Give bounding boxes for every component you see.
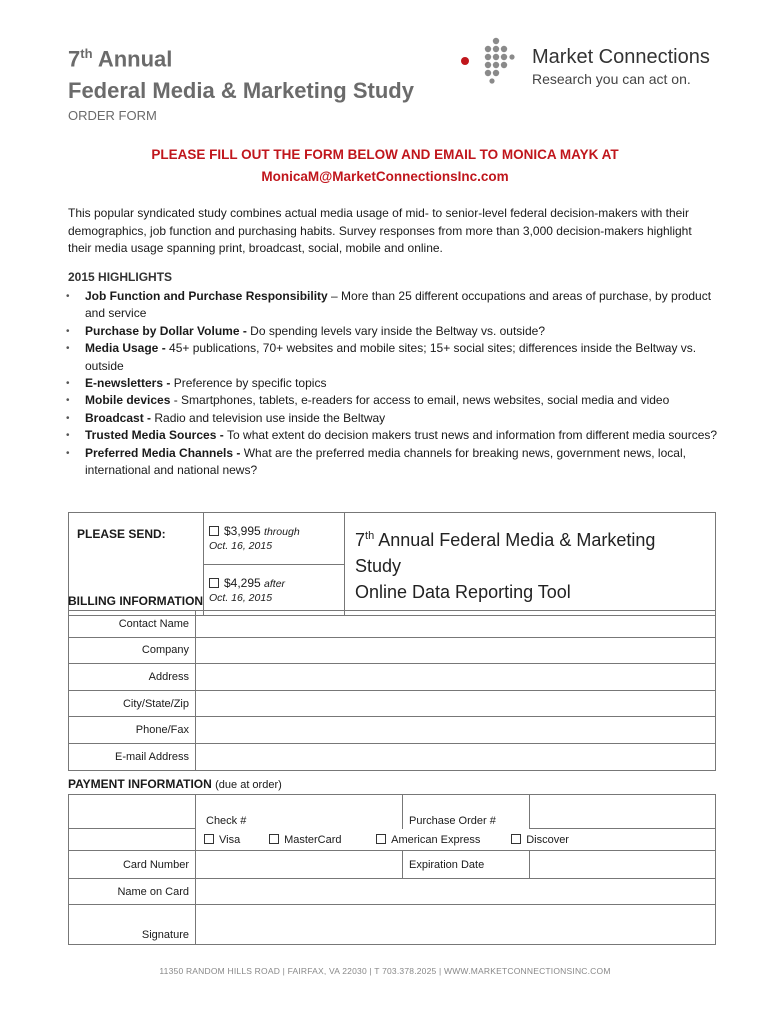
- billing-heading: BILLING INFORMATION: [68, 594, 204, 608]
- phone-fax-field[interactable]: [196, 717, 716, 744]
- american-express-option[interactable]: American Express: [376, 834, 508, 846]
- contact-name-label: Contact Name: [69, 611, 196, 638]
- address-label: Address: [69, 664, 196, 691]
- please-send-label: PLEASE SEND:: [69, 513, 204, 616]
- purchase-order-label: Purchase Order #: [403, 795, 530, 829]
- product-name: 7th Annual Federal Media & Marketing Study Online Data Reporting Tool: [345, 513, 716, 616]
- card-type-options: [196, 829, 716, 851]
- blank-cell: [69, 795, 196, 829]
- highlights-list: [60, 288, 720, 479]
- mastercard-option[interactable]: MasterCard: [269, 834, 373, 846]
- expiration-date-label: Expiration Date: [403, 851, 530, 879]
- instruction-line: PLEASE FILL OUT THE FORM BELOW AND EMAIL TO MONICA MAYK AT: [151, 147, 619, 162]
- logo-tagline: Research you can act on.: [532, 71, 691, 87]
- city-state-zip-label: City/State/Zip: [69, 690, 196, 717]
- company-field[interactable]: [196, 637, 716, 664]
- discover-option[interactable]: Discover: [511, 834, 569, 846]
- phone-fax-label: Phone/Fax: [69, 717, 196, 744]
- address-field[interactable]: [196, 664, 716, 691]
- list-item: • Mobile devices - Smartphones, tablets, e-readers for access to email, news websites, social media and video: [60, 392, 720, 409]
- card-number-field[interactable]: [196, 851, 403, 879]
- name-on-card-label: Name on Card: [69, 879, 196, 905]
- name-on-card-field[interactable]: [196, 879, 716, 905]
- logo-name: Market Connections: [532, 46, 710, 68]
- payment-table: [68, 794, 716, 945]
- highlights-heading: 2015 HIGHLIGHTS: [68, 270, 173, 284]
- intro-paragraph: This popular syndicated study combines actual media usage of mid- to senior-level federal decision-makers with their demographics, job function and purchasing habits. Survey responses from more than 3,000 decision-makers highlight their media usage spanning print, broadcast, social, mobile and online.: [68, 206, 692, 255]
- list-item: • Trusted Media Sources - To what extent do decision makers trust news and information from different media sources?: [60, 427, 720, 444]
- email-address-field[interactable]: [196, 743, 716, 770]
- city-state-zip-field[interactable]: [196, 690, 716, 717]
- list-item: • Job Function and Purchase Responsibility – More than 25 different occupations and areas of purchase, by product and service: [60, 288, 720, 323]
- title-line-2: Federal Media & Marketing Study: [68, 78, 414, 104]
- email-address-label: E-mail Address: [69, 743, 196, 770]
- list-item: • Broadcast - Radio and television use inside the Beltway: [60, 410, 720, 427]
- company-label: Company: [69, 637, 196, 664]
- visa-option[interactable]: Visa: [204, 834, 266, 846]
- footer-address: 11350 RANDOM HILLS ROAD | FAIRFAX, VA 22030 | T 703.378.2025 | WWW.MARKETCONNECTIONSINC.COM: [159, 966, 611, 976]
- page-title: [68, 38, 414, 107]
- contact-name-field[interactable]: [196, 611, 716, 638]
- signature-field[interactable]: [196, 905, 716, 945]
- market-connections-logo-icon: [458, 36, 528, 86]
- purchase-order-field[interactable]: [530, 795, 716, 829]
- list-item: • Preferred Media Channels - What are the preferred media channels for breaking news, government news, local, international and national news?: [60, 445, 720, 480]
- payment-heading: PAYMENT INFORMATION (due at order): [68, 777, 282, 791]
- price-option-late[interactable]: $4,295 after Oct. 16, 2015: [204, 564, 345, 616]
- card-number-label: Card Number: [69, 851, 196, 879]
- billing-table: [68, 610, 716, 771]
- check-number-field[interactable]: Check #: [196, 795, 403, 829]
- title-line-1: 7th Annual: [68, 46, 173, 72]
- instruction-email[interactable]: MonicaM@MarketConnectionsInc.com: [261, 169, 509, 184]
- list-item: • E-newsletters - Preference by specific topics: [60, 375, 720, 392]
- signature-label: Signature: [69, 905, 196, 945]
- list-item: • Purchase by Dollar Volume - Do spending levels vary inside the Beltway vs. outside?: [60, 323, 720, 340]
- checkbox-late-price[interactable]: [209, 578, 219, 588]
- order-form-subtitle: ORDER FORM: [68, 108, 157, 123]
- expiration-date-field[interactable]: [530, 851, 716, 879]
- blank-cell: [69, 829, 196, 851]
- checkbox-early-price[interactable]: [209, 526, 219, 536]
- price-option-early[interactable]: $3,995 through Oct. 16, 2015: [204, 513, 345, 565]
- list-item: • Media Usage - 45+ publications, 70+ websites and mobile sites; 15+ social sites; differences inside the Beltway vs. outside: [60, 340, 720, 375]
